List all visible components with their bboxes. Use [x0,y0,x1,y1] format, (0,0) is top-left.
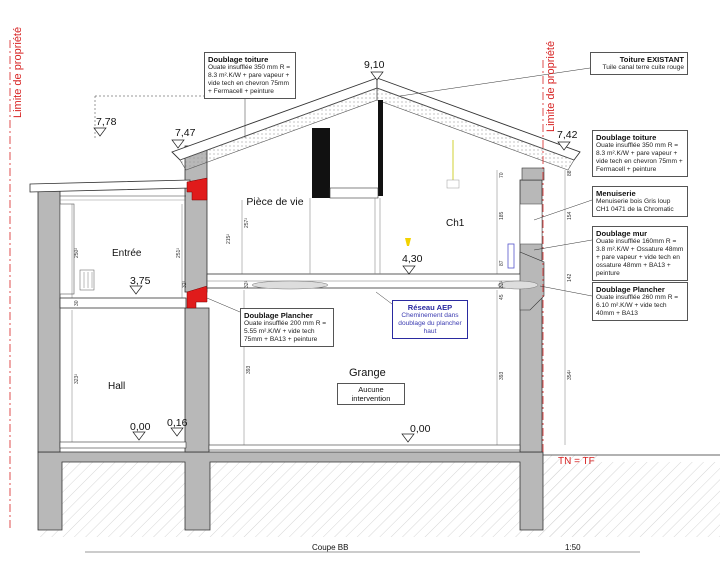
dim-ch1-b: 87 [499,260,505,266]
middle-wall [185,308,209,452]
dim-ch1-a: 185 [499,211,505,220]
level-entree-floor: 3,75 [130,275,151,287]
dim-entree-small: 30 [74,300,80,306]
left-wall [38,186,60,452]
drawing-scale: 1:50 [565,543,581,552]
dim-hall-h: 323² [74,373,80,384]
dim-ch1-d: 45 [499,294,505,300]
room-grange: Grange [349,367,386,379]
duct-left [252,281,328,289]
note-title: Menuiserie [596,189,636,198]
leader-plancher-left [207,298,240,312]
ground-hatch [40,455,600,537]
level-left-top: 7,78 [96,116,117,128]
dim-piece-h1: 215² [226,233,232,244]
grange-floor [209,445,520,450]
dim-entree-h1: 250² [74,247,80,258]
leader-aep [376,292,392,304]
dim-entree-h2: 251² [176,247,182,258]
room-entree: Entrée [112,248,142,259]
note-body: Cheminement dans doublage du plancher haut [398,312,462,335]
note-doublage-toiture-right [592,130,688,177]
grange-note: Aucune intervention [337,383,405,405]
level-marker-375 [130,286,142,294]
level-marker-747 [172,140,184,148]
ground-floor-slab [60,442,186,448]
note-doublage-plancher-left [240,308,334,347]
note-toiture-existant [590,52,688,75]
dim-right-c: 88 [567,170,573,176]
left-roof [30,180,190,192]
property-limit-left-label: Limite de propriété [12,26,24,118]
note-title: Doublage Plancher [244,311,313,320]
level-marker-ridge [371,72,383,80]
room-hall: Hall [108,381,126,392]
note-reseau-aep [392,300,468,339]
dim-grange-h2: 393 [499,371,505,380]
dim-floor-right: 32² [499,280,505,288]
level-marker-778 [94,128,106,136]
level-right-eave: 7,42 [557,129,578,141]
right-dormer [520,204,542,244]
bedside-lamp [405,238,411,246]
ridge-post [378,100,383,196]
level-hall-step: 0,16 [167,417,188,429]
note-menuiserie [592,186,688,217]
level-ridge: 9,10 [364,59,385,71]
dim-floor-left: 32² [182,280,188,288]
level-ch1-floor: 4,30 [402,253,423,265]
note-body: Menuiserie bois Gris loup CH1 0471 de la Chromatic [596,198,674,213]
dim-right-h: 354² [567,369,573,380]
level-ground-hall: 0,00 [130,421,151,433]
right-eave [522,168,544,180]
dim-floor-mid: 32² [244,280,250,288]
level-ground-grange: 0,00 [410,423,431,435]
lamp-shade [447,180,459,188]
note-body: Tuile canal terre cuite rouge [602,64,684,71]
mezzanine [330,188,378,198]
ground-level-label: TN = TF [558,456,595,467]
dim-right-a: 154 [567,211,573,220]
dim-ch1-c: 70 [499,172,505,178]
note-title: Doublage toiture [208,55,269,64]
note-title: Doublage toiture [596,133,657,142]
note-body: Ouate insufflée 350 mm R = 8.3 m².K/W + pare vapeur + vide tech en chevron 75mm + Fermacell + peinture [208,64,291,95]
room-ch1: Ch1 [446,218,465,229]
property-limit-right-label: Limite de propriété [545,40,557,132]
note-body: Ouate insufflée 160mm R = 3.8 m².K/W + Ossature 48mm + pare vapeur + vide tech en ossature 48mm + BA13 + peinture [596,238,684,277]
room-piece-de-vie: Pièce de vie [246,196,304,208]
dim-piece-h2: 257² [244,217,250,228]
note-title: Doublage mur [596,229,648,238]
dim-grange-h1: 393 [246,365,252,374]
note-doublage-mur [592,226,688,281]
dim-right-b: 142 [567,273,573,282]
leader-plancher-right [540,286,592,296]
level-marker-016 [171,428,183,436]
main-roof-left-insulation [180,88,377,170]
note-title: Doublage Plancher [596,285,665,294]
level-marker-000-grange [402,434,414,442]
note-body: Ouate insufflée 260 mm R = 6.10 m².K/W + vide tech 40mm + BA13 [596,294,679,317]
ch1-window [508,244,514,268]
note-title: Réseau AEP [407,303,453,312]
note-body: Ouate insufflée 200 mm R = 5.55 m².K/W + vide tech 75mm + BA13 + peinture [244,320,327,343]
ground-hatch-right [540,462,720,537]
drawing-title: Coupe BB [312,543,349,552]
note-doublage-toiture-left [204,52,296,99]
note-body: Ouate insufflée 350 mm R = 8.3 m².K/W + pare vapeur + vide tech en chevron 75mm + Fermacell + peinture [596,142,683,173]
level-marker-430 [403,266,415,274]
attic-hatch [312,128,330,198]
leader-toiture-existant [400,68,590,96]
level-left-eave: 7,47 [175,127,196,139]
note-doublage-plancher-right [592,282,688,321]
level-marker-000-hall [133,432,145,440]
note-title: Toiture EXISTANT [619,55,684,64]
